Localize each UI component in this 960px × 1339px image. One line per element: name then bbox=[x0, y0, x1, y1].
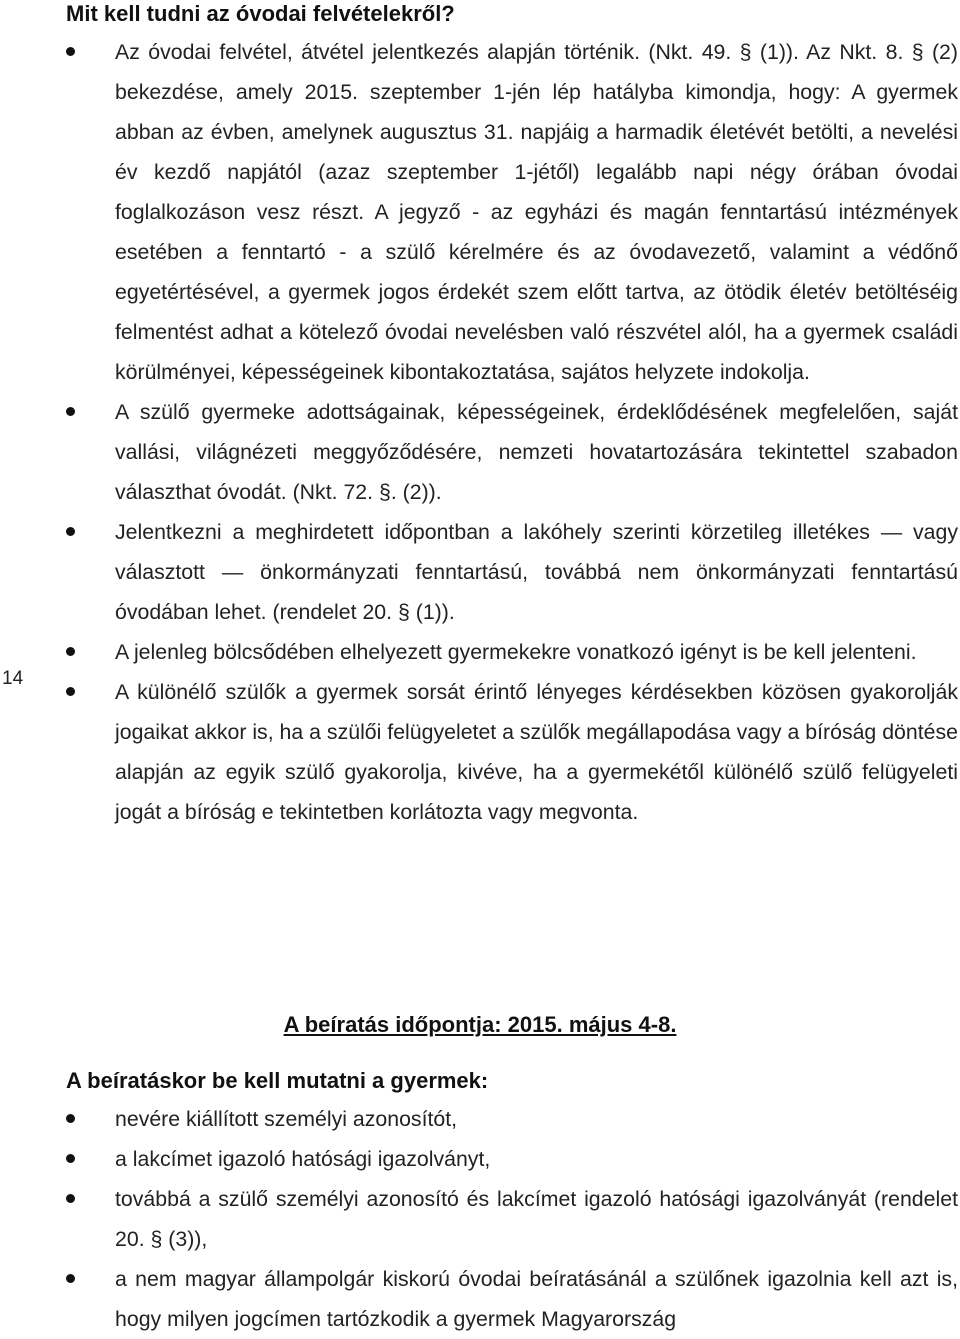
enrollment-date-heading: A beíratás időpontja: 2015. május 4-8. bbox=[283, 1012, 677, 1037]
list-item: Az óvodai felvétel, átvétel jelentkezés alapján történik. (Nkt. 49. § (1)). Az Nkt. 8. § (2) bekezdése, amely 2015. szeptember 1-jén lép hatályba kimondja, hogy: A gyermek abban az évben, amelynek augusztus 31. napjáig a harmadik életévét betölti, a nevelési év kezdő napjától (azaz szeptember 1-jétől) legalább napi négy órában óvodai foglalkozáson vesz részt. A jegyző - az egyházi és magán fenntartású intézmények esetében a fenntartó - a szülő kérelmére és az óvodavezető, valamint a védőnő egyetértésével, a gyermek jogos érdekét szem előtt tartva, az ötödik életév betöltéséig felmentést adhat a kötelező óvodai nevelésben való részvétel alól, ha a gyermek családi körülményei, képességeinek kibontakoztatása, sajátos helyzete indokolja. bbox=[66, 32, 958, 392]
required-documents-list bbox=[66, 1099, 958, 1339]
list-item: A különélő szülők a gyermek sorsát érintő lényeges kérdésekben közösen gyakorolják jogaikat akkor is, ha a szülői felügyeletet a szülők megállapodása vagy a bíróság döntése alapján az egyik szülő gyakorolja, kivéve, ha a gyermekétől különélő szülő felügyeleti jogát a bíróság e tekintetben korlátozta vagy megvonta. bbox=[66, 672, 958, 832]
list-item: továbbá a szülő személyi azonosító és lakcímet igazoló hatósági igazolványát (rendelet 20. § (3)), bbox=[66, 1179, 958, 1259]
list-item: A szülő gyermeke adottságainak, képességeinek, érdeklődésének megfelelően, saját vallási, világnézeti meggyőződésére, nemzeti hovatartozására tekintettel szabadon választhat óvodát. (Nkt. 72. §. (2)). bbox=[66, 392, 958, 512]
list-item: nevére kiállított személyi azonosítót, bbox=[66, 1099, 958, 1139]
list-item: a lakcímet igazoló hatósági igazolványt, bbox=[66, 1139, 958, 1179]
list-item: a nem magyar állampolgár kiskorú óvodai beíratásánál a szülőnek igazolnia kell azt is, hogy milyen jogcímen tartózkodik a gyermek Magyarország bbox=[66, 1259, 958, 1339]
section-heading-admission: Mit kell tudni az óvodai felvételekről? bbox=[66, 1, 455, 26]
section-heading-required-documents: A beíratáskor be kell mutatni a gyermek: bbox=[66, 1068, 489, 1093]
list-item: A jelenleg bölcsődében elhelyezett gyermekekre vonatkozó igényt is be kell jelenteni. bbox=[66, 632, 958, 672]
admission-info-list bbox=[66, 32, 958, 832]
page-number: 14 bbox=[2, 668, 24, 689]
list-item: Jelentkezni a meghirdetett időpontban a lakóhely szerinti körzetileg illetékes — vagy választott — önkormányzati fenntartású, továbbá nem önkormányzati fenntartású óvodában lehet. (rendelet 20. § (1)). bbox=[66, 512, 958, 632]
